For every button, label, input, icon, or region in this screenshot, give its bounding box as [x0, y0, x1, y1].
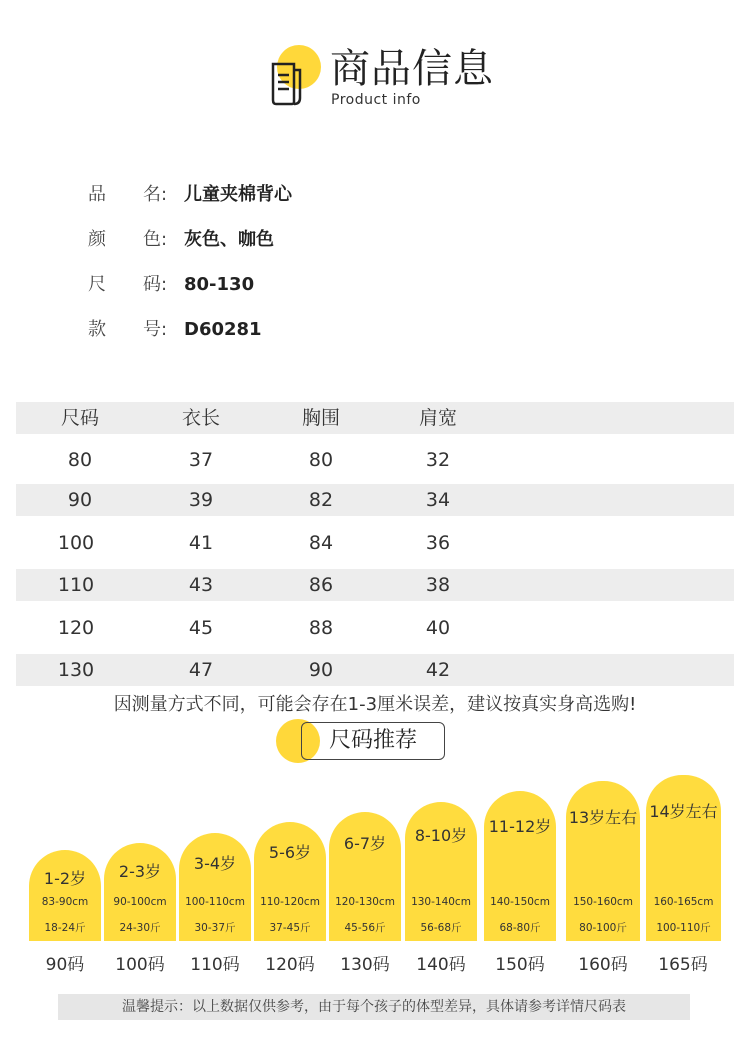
table-cell: 37 [188, 449, 214, 471]
size-card-height: 160-165cm [653, 896, 714, 908]
size-card-age: 11-12岁 [488, 817, 552, 836]
table-row [16, 612, 734, 644]
table-cell: 120 [57, 617, 95, 639]
size-card-age: 8-10岁 [414, 826, 468, 845]
tip-banner: 温馨提示：以上数据仅供参考，由于每个孩子的体型差异，具体请参考详情尺码表 [58, 994, 690, 1020]
table-cell: 39 [188, 489, 214, 511]
size-label: 100码 [115, 955, 165, 975]
size-card-height: 83-90cm [41, 896, 89, 908]
info-key-char: 品 [88, 184, 106, 205]
size-card-weight: 56-68斤 [420, 922, 462, 934]
size-label: 150码 [495, 955, 545, 975]
size-card-weight: 18-24斤 [44, 922, 86, 934]
size-card [104, 843, 176, 941]
table-header-cell: 胸围 [301, 407, 340, 429]
size-card-height: 110-120cm [260, 896, 320, 908]
size-card-height: 120-130cm [335, 896, 395, 908]
info-row-color [88, 225, 588, 255]
table-cell: 100 [57, 532, 95, 554]
size-card-weight: 45-56斤 [344, 922, 386, 934]
table-row [16, 484, 734, 516]
info-row-size [88, 270, 588, 300]
info-key-char: 号: [143, 319, 168, 340]
table-cell: 88 [308, 617, 334, 639]
size-card-height: 100-110cm [185, 896, 245, 908]
info-row-model [88, 315, 588, 345]
document-icon [270, 62, 304, 106]
table-cell: 34 [425, 489, 451, 511]
table-cell: 80 [67, 449, 93, 471]
table-header-row [16, 402, 734, 434]
size-card-age: 6-7岁 [343, 834, 387, 853]
info-value: 灰色、咖色 [184, 229, 274, 250]
size-card [329, 812, 401, 941]
table-row [16, 569, 734, 601]
table-cell: 80 [308, 449, 334, 471]
table-cell: 36 [425, 532, 451, 554]
info-value: 儿童夹棉背心 [184, 184, 292, 205]
size-card-height: 140-150cm [490, 896, 550, 908]
table-cell: 86 [308, 574, 334, 596]
table-cell: 40 [425, 617, 451, 639]
info-value: D60281 [184, 319, 262, 340]
size-label: 90码 [45, 955, 85, 975]
table-cell: 130 [57, 659, 95, 681]
table-cell: 45 [188, 617, 214, 639]
size-card-age: 14岁左右 [649, 802, 718, 821]
info-row-name [88, 180, 588, 210]
table-cell: 90 [308, 659, 334, 681]
info-key-char: 名: [143, 184, 168, 205]
size-card-weight: 68-80斤 [499, 922, 541, 934]
size-card-age: 1-2岁 [43, 869, 87, 888]
size-card [254, 822, 326, 941]
table-row [16, 654, 734, 686]
info-key-char: 尺 [88, 274, 106, 295]
size-label: 120码 [265, 955, 315, 975]
table-cell: 110 [57, 574, 95, 596]
size-card-height: 150-160cm [573, 896, 633, 908]
size-card [29, 850, 101, 941]
size-card-weight: 100-110斤 [656, 922, 711, 934]
table-row [16, 444, 734, 476]
size-label: 140码 [416, 955, 466, 975]
size-card-age: 13岁左右 [568, 808, 638, 827]
table-cell: 84 [308, 532, 334, 554]
measurement-note: 因测量方式不同，可能会存在1-3厘米误差，建议按真实身高选购! [113, 694, 637, 715]
table-header-cell: 衣长 [181, 407, 220, 429]
size-card-weight: 24-30斤 [119, 922, 161, 934]
info-value: 80-130 [184, 274, 255, 295]
size-label: 110码 [190, 955, 240, 975]
table-header-cell: 尺码 [60, 407, 99, 429]
size-card-weight: 37-45斤 [269, 922, 311, 934]
size-card [646, 775, 721, 941]
table-cell: 32 [425, 449, 451, 471]
size-card-height: 90-100cm [113, 896, 167, 908]
size-card-age: 3-4岁 [193, 854, 237, 873]
page-title: 商品信息 [330, 46, 494, 92]
size-card-height: 130-140cm [411, 896, 471, 908]
table-row [16, 527, 734, 559]
size-card [566, 781, 640, 941]
size-label: 165码 [658, 955, 708, 975]
info-key-char: 款 [88, 319, 106, 340]
size-card-age: 2-3岁 [118, 862, 162, 881]
table-cell: 47 [188, 659, 214, 681]
size-label: 130码 [340, 955, 390, 975]
size-card-weight: 30-37斤 [194, 922, 236, 934]
size-label: 160码 [578, 955, 628, 975]
info-key-char: 码: [143, 274, 168, 295]
recommend-title: 尺码推荐 [301, 722, 445, 760]
table-cell: 82 [308, 489, 334, 511]
table-cell: 42 [425, 659, 451, 681]
size-card [179, 833, 251, 941]
size-card [405, 802, 477, 941]
table-cell: 43 [188, 574, 214, 596]
table-cell: 90 [67, 489, 93, 511]
table-cell: 38 [425, 574, 451, 596]
table-cell: 41 [188, 532, 214, 554]
table-header-cell: 肩宽 [418, 407, 457, 429]
size-card-age: 5-6岁 [268, 843, 312, 862]
info-key-char: 颜 [88, 229, 106, 250]
size-card [484, 791, 556, 941]
page-subtitle: Product info [331, 92, 421, 108]
info-key-char: 色: [143, 229, 168, 250]
size-card-weight: 80-100斤 [579, 922, 627, 934]
